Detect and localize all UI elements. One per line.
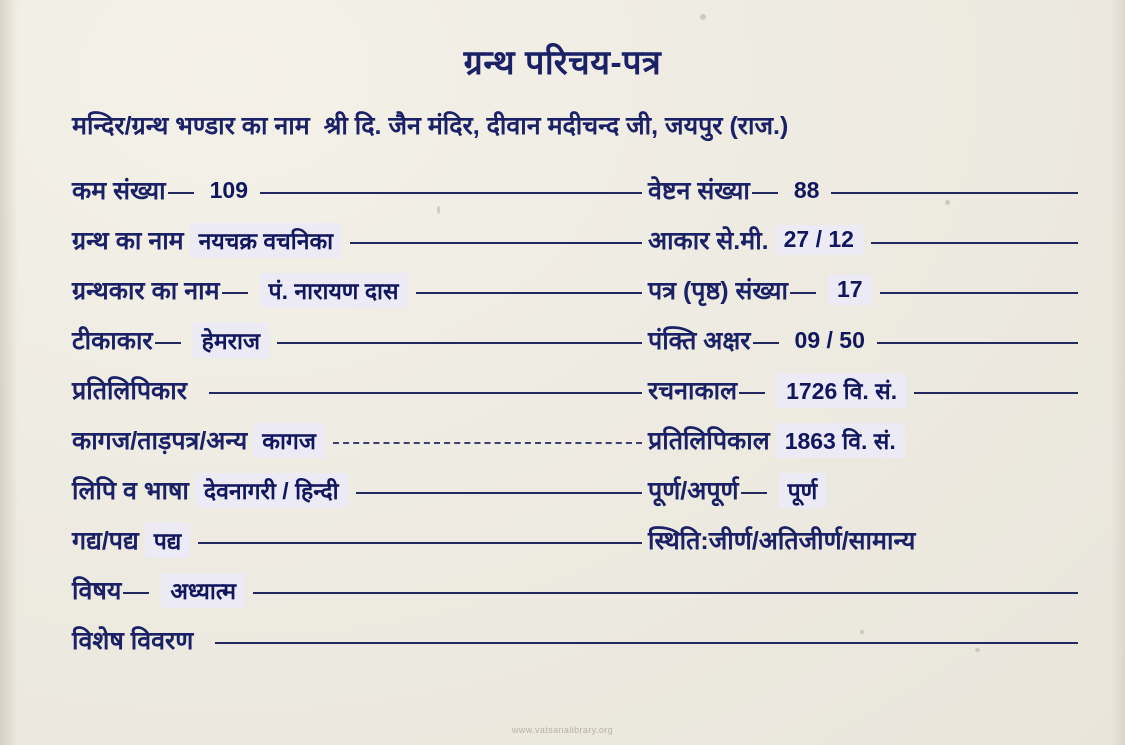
field-row [72,615,1084,665]
field-rule [914,392,1078,394]
field-cell-left [72,465,648,515]
field-row [72,265,1084,315]
field-label-pratilipikar: प्रतिलिपिकार [72,377,187,405]
field-label-granthkar-ka-naam: ग्रन्थकार का नाम [72,277,220,305]
field-value-gadya-padya: पद्य [145,523,191,558]
field-rule [277,342,642,344]
field-row [72,465,1084,515]
field-rule [215,642,1078,644]
field-row [72,515,1084,565]
field-label-rachnakal: रचनाकाल [648,377,738,405]
field-label-pankti-akshar: पंक्ति अक्षर [648,327,751,355]
field-cell-right [648,415,1084,465]
field-cell-right [648,315,1084,365]
field-label-gadya-padya: गद्य/पद्य [72,527,139,555]
field-value-granthkar-ka-naam: पं. नारायण दास [260,273,408,308]
field-cell-right [648,265,1084,315]
paper-speck [700,14,706,20]
field-cell-right [648,515,1084,565]
field-rule [350,242,642,244]
field-rule [880,292,1078,294]
field-cell-right [648,215,1084,265]
field-label-aakar: आकार से.मी. [648,227,769,255]
field-value-pratilipikal: 1863 वि. सं. [776,423,905,458]
temple-name-value: श्री दि. जैन मंदिर, दीवान मदीचन्द जी, जयपुर (राज.) [323,112,789,140]
field-row [72,215,1084,265]
page-title: ग्रन्थ परिचय-पत्र [463,44,662,82]
field-rule [790,292,816,294]
field-cell-right [648,165,1084,215]
field-cell-right [648,365,1084,415]
field-rule [871,242,1078,244]
catalog-fields [72,165,1084,665]
field-rule [155,342,181,344]
field-rule [198,542,642,544]
field-rule [209,392,642,394]
field-cell-left [72,515,648,565]
field-rule [333,442,642,444]
field-label-vishay: विषय [72,577,122,605]
field-label-lipi-va-bhasha: लिपि व भाषा [72,477,189,505]
field-rule [753,342,779,344]
field-row [72,315,1084,365]
field-rule [356,492,642,494]
field-label-vishesh-vivaran: विशेष विवरण [72,627,194,655]
field-rule [752,192,778,194]
temple-name-label: मन्दिर/ग्रन्थ भण्डार का नाम [72,112,310,140]
field-rule [739,392,765,394]
field-value-pankti-akshar: 09 / 50 [794,326,865,353]
field-cell-full [72,565,1084,615]
field-label-kagaj-tadpatra-anya: कागज/ताड़पत्र/अन्य [72,427,248,455]
field-cell-right [648,465,1084,515]
field-value-kagaj-tadpatra-anya: कागज [253,423,325,458]
field-cell-left [72,265,648,315]
field-value-rachnakal: 1726 वि. सं. [777,373,906,408]
field-rule [831,192,1078,194]
field-label-pratilipikal: प्रतिलिपिकाल [648,427,770,455]
field-rule [416,292,642,294]
field-label-granth-ka-naam: ग्रन्थ का नाम [72,227,184,255]
field-rule [222,292,248,294]
field-value-purna-apurna: पूर्ण [779,473,827,508]
temple-name-row [72,108,1082,142]
field-value-tikakar: हेमराज [193,323,269,358]
field-cell-left [72,215,648,265]
field-label-veshtan-sankhya: वेष्टन संख्या [648,177,750,205]
watermark-text: www.vatsanalibrary.org [511,725,614,735]
field-value-aakar: 27 / 12 [775,225,863,255]
field-rule [253,592,1078,594]
field-cell-full [72,615,1084,665]
field-rule [260,192,642,194]
field-rule [168,192,194,194]
field-row [72,365,1084,415]
field-label-purna-apurna: पूर्ण/अपूर्ण [648,477,739,505]
field-value-veshtan-sankhya: 88 [793,176,820,203]
field-rule [877,342,1078,344]
field-label-tikakar: टीकाकार [72,327,153,355]
field-value-vishay: अध्यात्म [161,573,245,608]
field-value-vishesh-vivaran [199,639,207,641]
field-cell-left [72,415,648,465]
field-value-kram-sankhya: 109 [209,176,248,203]
field-cell-left [72,165,648,215]
field-value-patra-sankhya: 17 [828,275,872,305]
field-value-pratilipikar [193,389,201,391]
field-label-sthiti: स्थिति:जीर्ण/अतिजीर्ण/सामान्य [648,527,916,555]
field-cell-left [72,365,648,415]
field-rule [123,592,149,594]
field-row [72,165,1084,215]
field-value-lipi-va-bhasha: देवनागरी / हिन्दी [195,473,348,508]
field-cell-left [72,315,648,365]
field-value-granth-ka-naam: नयचक्र वचनिका [190,223,343,258]
field-row [72,415,1084,465]
field-label-kram-sankhya: कम संख्या [72,177,166,205]
field-row [72,565,1084,615]
field-label-patra-sankhya: पत्र (पृष्ठ) संख्या [648,277,788,305]
field-rule [741,492,767,494]
